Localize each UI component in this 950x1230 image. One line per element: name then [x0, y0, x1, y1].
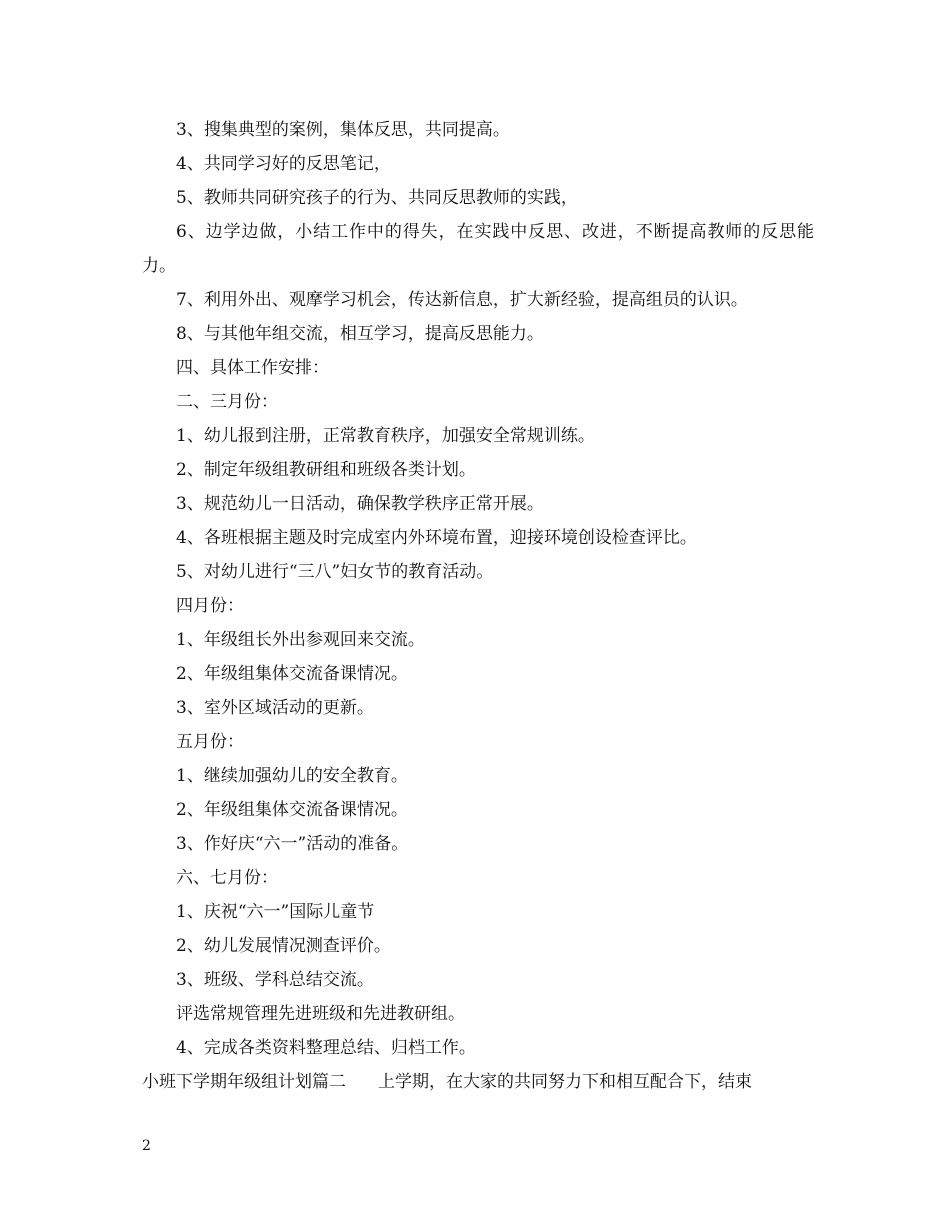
paragraph-wrapped: 6、边学边做，小结工作中的得失，在实践中反思、改进，不断提高教师的反思能力。: [142, 222, 814, 276]
paragraph-line: 4、完成各类资料整理总结、归档工作。: [176, 1038, 476, 1058]
month-heading: 二、三月份：: [176, 392, 278, 412]
paragraph-line: 3、班级、学科总结交流。: [176, 970, 374, 990]
month-heading: 四月份：: [176, 596, 244, 616]
paragraph-line: 2、幼儿发展情况测查评价。: [176, 936, 391, 956]
next-section-line: [142, 1065, 814, 1099]
paragraph-line: 3、作好庆“六一”活动的准备。: [176, 834, 409, 854]
next-section-heading: 小班下学期年级组计划篇二: [142, 1072, 346, 1092]
paragraph-line: 5、对幼儿进行“三八”妇女节的教育活动。: [176, 562, 494, 582]
paragraph-line: 4、各班根据主题及时完成室内外环境布置，迎接环境创设检查评比。: [176, 528, 697, 548]
section-heading: 四、具体工作安排：: [176, 358, 329, 378]
paragraph-line: 3、室外区域活动的更新。: [176, 698, 374, 718]
document-body: [142, 113, 814, 1099]
paragraph-line: 1、年级组长外出参观回来交流。: [176, 630, 425, 650]
page-number: 2: [142, 1138, 151, 1154]
next-section-text: 上学期，在大家的共同努力下和相互配合下，结束: [378, 1072, 752, 1092]
month-heading: 五月份：: [176, 732, 244, 752]
paragraph-line: 评选常规管理先进班级和先进教研组。: [176, 1004, 465, 1024]
paragraph-line: 8、与其他年组交流，相互学习，提高反思能力。: [176, 324, 544, 344]
paragraph-line: 7、利用外出、观摩学习机会，传达新信息，扩大新经验，提高组员的认识。: [176, 290, 748, 310]
paragraph-line: 2、年级组集体交流备课情况。: [176, 664, 408, 684]
paragraph-line: 4、共同学习好的反思笔记，: [176, 154, 391, 174]
paragraph-line: 1、庆祝“六一”国际儿童节: [176, 902, 375, 922]
paragraph-line: 2、年级组集体交流备课情况。: [176, 800, 408, 820]
paragraph-line: 1、继续加强幼儿的安全教育。: [176, 766, 408, 786]
paragraph-line: 1、幼儿报到注册，正常教育秩序，加强安全常规训练。: [176, 426, 595, 446]
paragraph-line: 3、规范幼儿一日活动，确保教学秩序正常开展。: [176, 494, 544, 514]
paragraph-line: 2、制定年级组教研组和班级各类计划。: [176, 460, 476, 480]
paragraph-line: 5、教师共同研究孩子的行为、共同反思教师的实践，: [176, 188, 578, 208]
month-heading: 六、七月份：: [176, 868, 278, 888]
paragraph-line: 3、搜集典型的案例，集体反思，共同提高。: [176, 120, 510, 140]
